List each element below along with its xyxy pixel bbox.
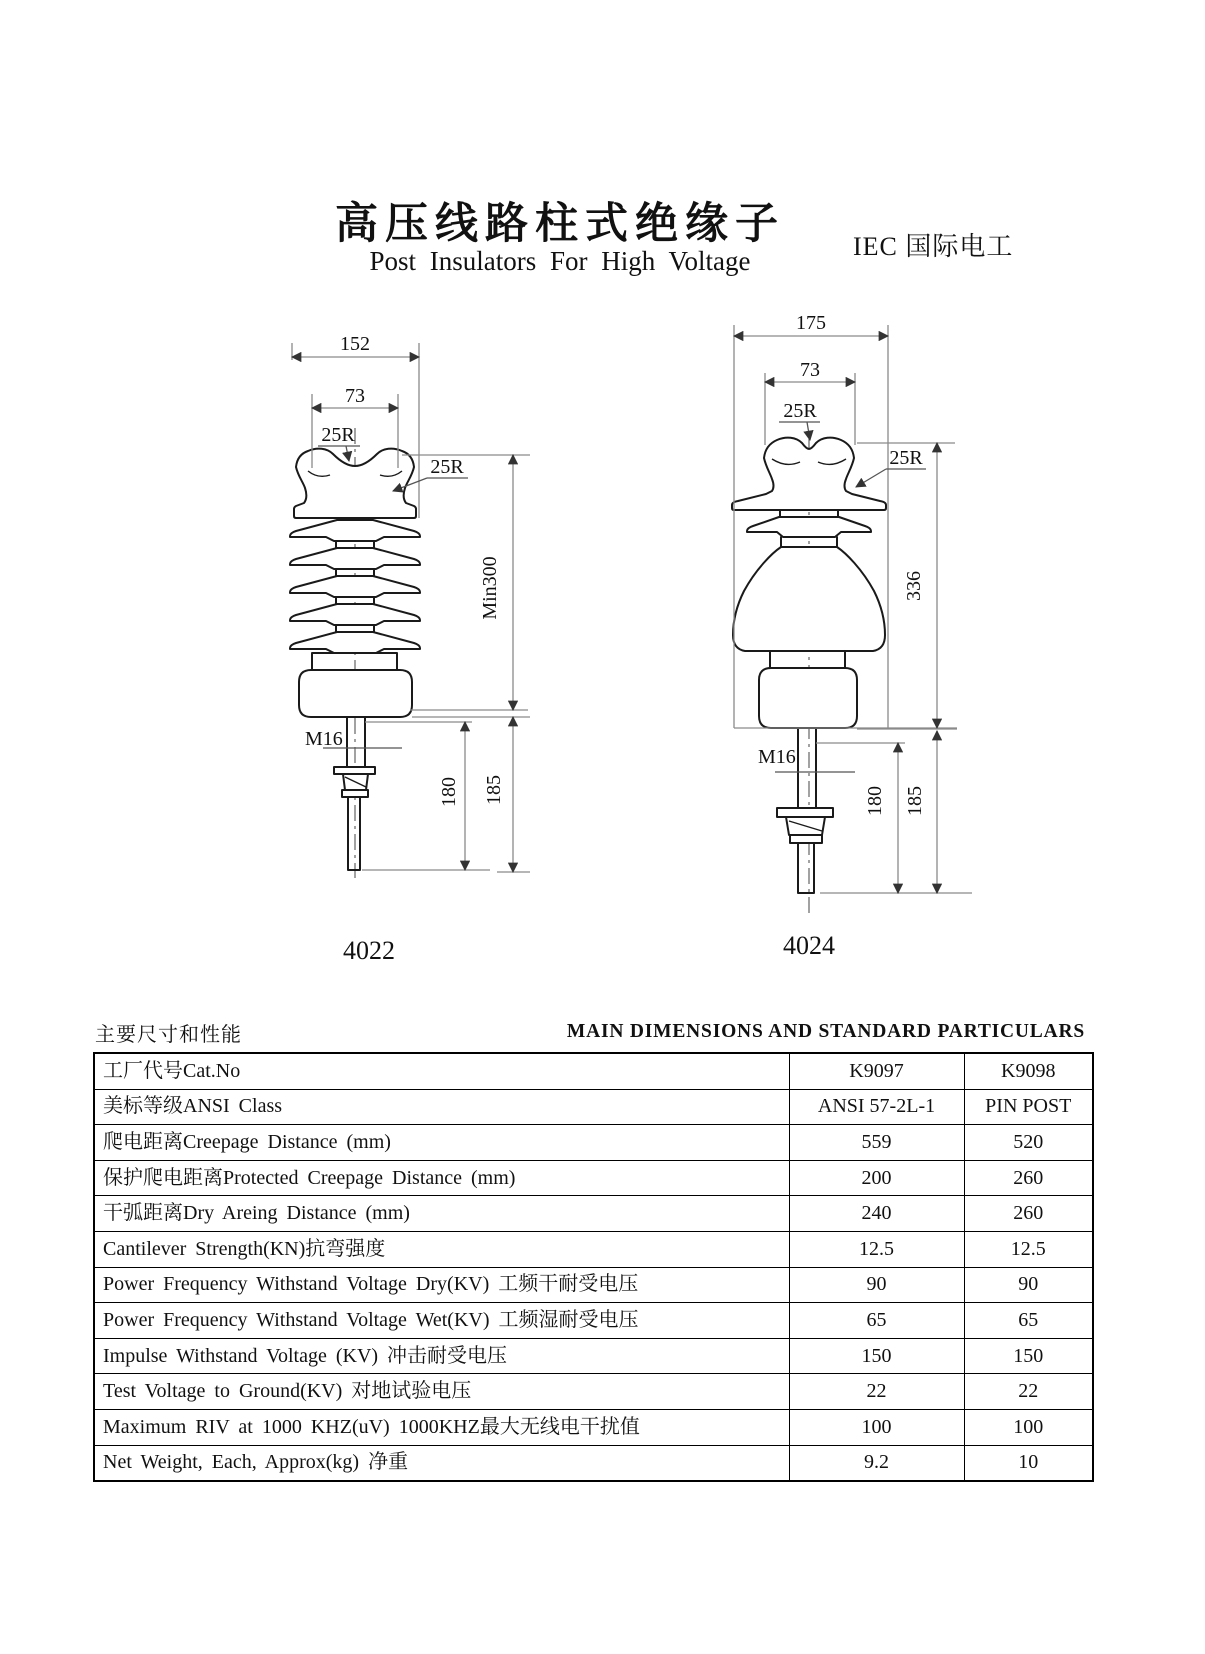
dim-label-thread: M16 [758,746,796,768]
table-row-net-weight [94,1445,1093,1481]
dim-label-inner-width: 73 [800,359,820,381]
row-value-k9098: PIN POST [964,1089,1093,1125]
row-label: Power Frequency Withstand Voltage Wet(KV) 工频湿耐受电压 [94,1303,789,1339]
row-value-k9098: 12.5 [964,1231,1093,1267]
drawing-4022 [250,300,530,880]
insulator-shed [290,576,420,597]
insulator-shed [290,548,420,569]
row-label: 保护爬电距离Protected Creepage Distance (mm) [94,1160,789,1196]
table-row-creepage [94,1125,1093,1161]
row-value-k9098: 90 [964,1267,1093,1303]
row-value-k9097: 65 [789,1303,964,1339]
row-value-k9098: 520 [964,1125,1093,1161]
drawing-4022-dimensions [292,333,530,872]
dim-label-top-width: 152 [340,333,370,355]
insulator-shed [290,604,420,625]
insulator-shed [747,517,871,537]
insulator-shed [290,632,420,653]
row-value-k9098: K9098 [964,1053,1093,1089]
row-label: Cantilever Strength(KN)抗弯强度 [94,1231,789,1267]
table-row-pf-dry [94,1267,1093,1303]
dim-label-pin-total: 185 [904,786,926,816]
table-row-ansi-class [94,1089,1093,1125]
table-caption-en: MAIN DIMENSIONS AND STANDARD PARTICULARS [566,1021,1085,1042]
table-row-dry-arcing [94,1196,1093,1232]
dim-label-radius-top: 25R [321,424,355,446]
row-label: Maximum RIV at 1000 KHZ(uV) 1000KHZ最大无线电干扰值 [94,1409,789,1445]
row-value-k9097: 100 [789,1409,964,1445]
table-row-catno [94,1053,1093,1089]
row-value-k9098: 100 [964,1409,1093,1445]
page-title-en: Post Insulators For High Voltage [369,246,751,276]
row-label: 美标等级ANSI Class [94,1089,789,1125]
dim-label-height: Min300 [479,556,501,620]
table-row-protected-creepage [94,1160,1093,1196]
table-row-cantilever [94,1231,1093,1267]
insulator-base [759,668,857,728]
row-label: Impulse Withstand Voltage (KV) 冲击耐受电压 [94,1338,789,1374]
dim-label-thread: M16 [305,728,343,750]
row-value-k9097: ANSI 57-2L-1 [789,1089,964,1125]
standard-label: IEC 国际电工 [853,232,1014,261]
row-value-k9098: 260 [964,1196,1093,1232]
insulator-bell [733,547,885,651]
row-value-k9097: K9097 [789,1053,964,1089]
row-value-k9098: 150 [964,1338,1093,1374]
mounting-stud [347,717,365,767]
table-row-pf-wet [94,1303,1093,1339]
insulator-base [299,670,412,717]
row-value-k9097: 150 [789,1338,964,1374]
row-value-k9097: 12.5 [789,1231,964,1267]
table-row-test-voltage [94,1374,1093,1410]
dim-label-radius-top: 25R [783,400,817,422]
drawing-4024 [660,285,980,925]
row-label: Power Frequency Withstand Voltage Dry(KV) 工频干耐受电压 [94,1267,789,1303]
row-label: Test Voltage to Ground(KV) 对地试验电压 [94,1374,789,1410]
dim-label-top-width: 175 [796,312,826,334]
row-label: 干弧距离Dry Areing Distance (mm) [94,1196,789,1232]
row-value-k9098: 260 [964,1160,1093,1196]
dim-label-radius-side: 25R [430,456,464,478]
row-value-k9098: 65 [964,1303,1093,1339]
row-label: Net Weight, Each, Approx(kg) 净重 [94,1445,789,1481]
insulator-cap [732,438,886,510]
dim-label-pin-length: 180 [864,786,886,816]
dim-label-radius-side: 25R [889,447,923,469]
table-row-max-riv [94,1409,1093,1445]
dim-label-pin-length: 180 [438,777,460,807]
row-value-k9098: 22 [964,1374,1093,1410]
page-title-cn: 高压线路柱式绝缘子 [335,201,785,248]
row-label: 爬电距离Creepage Distance (mm) [94,1125,789,1161]
dim-label-pin-total: 185 [483,775,505,805]
table-row-impulse [94,1338,1093,1374]
row-value-k9097: 200 [789,1160,964,1196]
dim-label-inner-width: 73 [345,385,365,407]
row-value-k9097: 90 [789,1267,964,1303]
model-label-4022: 4022 [343,936,395,965]
mounting-stud [798,728,816,808]
row-value-k9097: 22 [789,1374,964,1410]
row-value-k9097: 9.2 [789,1445,964,1481]
model-label-4024: 4024 [783,931,835,960]
spec-table [93,1052,1094,1482]
dim-label-height: 336 [903,571,925,601]
row-value-k9097: 559 [789,1125,964,1161]
row-value-k9097: 240 [789,1196,964,1232]
table-caption-cn: 主要尺寸和性能 [95,1024,242,1046]
row-label: 工厂代号Cat.No [94,1053,789,1089]
row-value-k9098: 10 [964,1445,1093,1481]
insulator-shed [290,520,420,541]
